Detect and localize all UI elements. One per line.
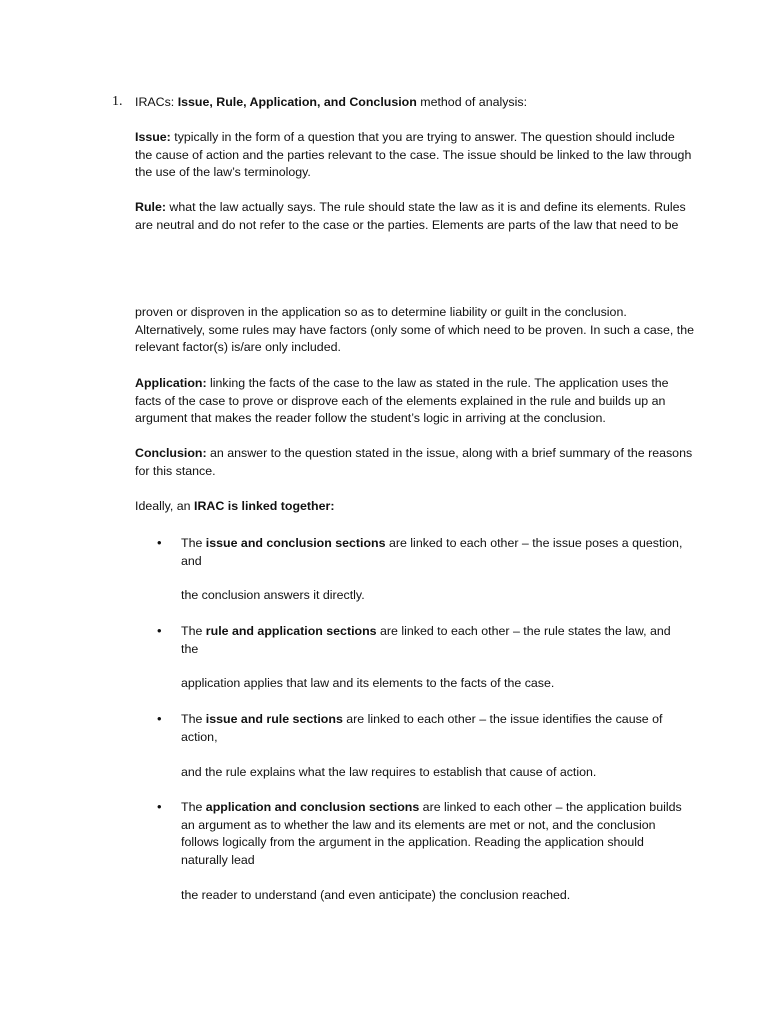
- list-item-bold: issue and rule sections: [205, 712, 343, 726]
- list-item: [181, 535, 691, 570]
- list-item-post: are linked to each other – the issue identifies the cause of action,: [181, 712, 663, 744]
- list-item-post: are linked to each other – the rule states the law, and the: [181, 624, 671, 656]
- issue-paragraph: [135, 129, 695, 182]
- heading-suffix: method of analysis:: [416, 95, 528, 109]
- section-heading: [135, 94, 695, 112]
- heading-prefix: IRACs:: [135, 95, 178, 109]
- linked-paragraph: [135, 498, 695, 516]
- application-text: linking the facts of the case to the law as stated in the rule. The application uses the facts of the case to prove or disprove each of the elements explained in the rule and builds up an argument that makes the reader follow the student’s logic in arriving at the conclusion.: [135, 376, 669, 425]
- rule-term: Rule:: [135, 200, 166, 214]
- list-item: [181, 799, 691, 869]
- list-item: [181, 711, 691, 746]
- bullet-marker: •: [157, 799, 162, 814]
- list-item-continuation: the reader to understand (and even anticipate) the conclusion reached.: [181, 888, 571, 902]
- conclusion-paragraph: [135, 445, 695, 480]
- list-item-pre: The: [181, 712, 206, 726]
- bullet-marker: •: [157, 535, 162, 550]
- list-number: 1.: [112, 94, 123, 109]
- list-item-pre: The: [181, 624, 206, 638]
- bullet-marker: •: [157, 623, 162, 638]
- list-item-pre: The: [181, 536, 206, 550]
- issue-term: Issue:: [135, 130, 171, 144]
- list-item: [181, 623, 691, 658]
- linked-bold: IRAC is linked together:: [194, 499, 335, 513]
- conclusion-text: an answer to the question stated in the issue, along with a brief summary of the reasons for this stance.: [135, 446, 693, 478]
- list-item-continuation: the conclusion answers it directly.: [181, 588, 365, 602]
- rule-text: what the law actually says. The rule should state the law as it is and define its elements. Rules are neutral and do not refer to the case or the parties. Elements are parts of the law that need to be: [135, 200, 686, 232]
- application-paragraph: [135, 375, 695, 428]
- conclusion-term: Conclusion:: [135, 446, 207, 460]
- issue-text: typically in the form of a question that you are trying to answer. The question should include the cause of action and the parties relevant to the case. The issue should be linked to the law through the use of the law’s terminology.: [135, 130, 692, 179]
- list-item-bold: rule and application sections: [205, 624, 377, 638]
- list-item-pre: The: [181, 800, 206, 814]
- list-item-bold: issue and conclusion sections: [205, 536, 386, 550]
- list-item-post: are linked to each other – the issue poses a question, and: [181, 536, 683, 568]
- list-item-bold: application and conclusion sections: [205, 800, 420, 814]
- bullet-marker: •: [157, 711, 162, 726]
- rule-paragraph: [135, 199, 695, 234]
- list-item-continuation: and the rule explains what the law requires to establish that cause of action.: [181, 765, 597, 779]
- list-item-post: are linked to each other – the application builds an argument as to whether the law and its elements are met or not, and the conclusion follows logically from the argument in the application. Reading the application should naturally lead: [181, 800, 682, 867]
- list-item-continuation: application applies that law and its elements to the facts of the case.: [181, 676, 555, 690]
- application-term: Application:: [135, 376, 207, 390]
- heading-bold: Issue, Rule, Application, and Conclusion: [177, 95, 417, 109]
- rule-continuation: proven or disproven in the application so as to determine liability or guilt in the conclusion. Alternatively, some rules may have factors (only some of which need to be proven. In such a case, the relevant factor(s) is/are only included.: [135, 305, 695, 354]
- linked-prefix: Ideally, an: [135, 499, 195, 513]
